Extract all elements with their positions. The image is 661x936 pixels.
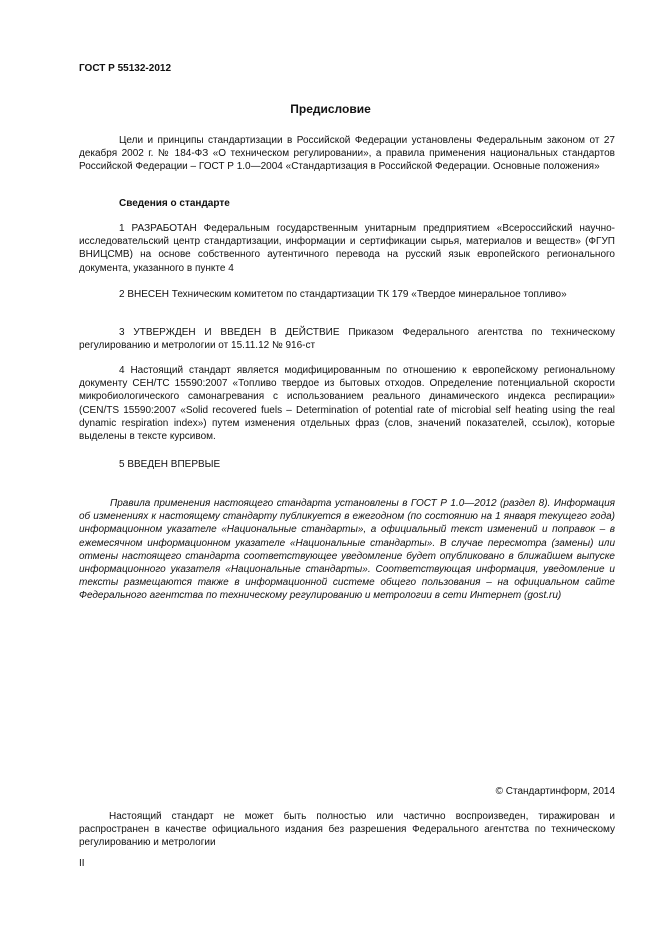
- about-item-4: 4 Настоящий стандарт является модифицированным по отношению к европейскому региональному документу CEH/TC 15590:2007 «Топливо твердое из бытовых отходов. Определение потенциальной скорости микробиологического самонагревания с использованием реального динамического индекса респирации» (CEN/TS 15590:2007 «Solid recovered fuels – Determination of potential rate of microbial self heating using the real dynamic respiration index») путем изменения отдельных фраз (слов, значений показателей, ссылок), которые выделены в тексте курсивом.: [79, 365, 615, 443]
- about-item-5: 5 ВВЕДЕН ВПЕРВЫЕ: [119, 459, 221, 470]
- about-heading: Сведения о стандарте: [119, 198, 230, 209]
- document-code: ГОСТ Р 55132-2012: [79, 63, 172, 74]
- preface-intro: Цели и принципы стандартизации в Российской Федерации установлены Федеральным законом от 27 декабря 2002 г. № 184-ФЗ «О техническом регулировании», а правила применения национальных стандартов Российской Федерации – ГОСТ Р 1.0—2004 «Стандартизация в Российской Федерации. Основные положения»: [79, 135, 615, 173]
- about-item-1: 1 РАЗРАБОТАН Федеральным государственным унитарным предприятием «Всероссийский научно-исследовательский центр стандартизации, информации и сертификации сырья, материалов и веществ» (ФГУП ВНИЦСМВ) на основе собственного аутентичного перевода на русский язык европейского регионального документа, указанного в пункте 4: [79, 223, 615, 274]
- preface-title: Предисловие: [290, 102, 371, 116]
- copyright: © Стандартинформ, 2014: [495, 786, 615, 797]
- about-item-2: 2 ВНЕСЕН Техническим комитетом по стандартизации ТК 179 «Твердое минеральное топливо»: [119, 289, 567, 300]
- rules-notice: Правила применения настоящего стандарта установлены в ГОСТ Р 1.0—2012 (раздел 8). Информация об изменениях к настоящему стандарту публикуется в ежегодном (по состоянию на 1 января текущего года) информационном указателе «Национальные стандарты», а официальный текст изменений и поправок – в ежемесячном информационном указателе «Национальные стандарты». В случае пересмотра (замены) или отмены настоящего стандарта соответствующее уведомление будет опубликовано в ближайшем выпуске информационного указателя «Национальные стандарты». Соответствующая информация, уведомление и тексты размещаются также в информационной системе общего пользования – на официальном сайте Федерального агентства по техническому регулированию и метрологии в сети Интернет (gost.ru): [79, 498, 615, 602]
- about-item-3: 3 УТВЕРЖДЕН И ВВЕДЕН В ДЕЙСТВИЕ Приказом Федерального агентства по техническому регулированию и метрологии от 15.11.12 № 916-ст: [79, 327, 615, 352]
- reproduction-notice: Настоящий стандарт не может быть полностью или частично воспроизведен, тиражирован и распространен в качестве официального издания без разрешения Федерального агентства по техническому регулированию и метрологии: [79, 811, 615, 849]
- page-number: II: [79, 858, 85, 869]
